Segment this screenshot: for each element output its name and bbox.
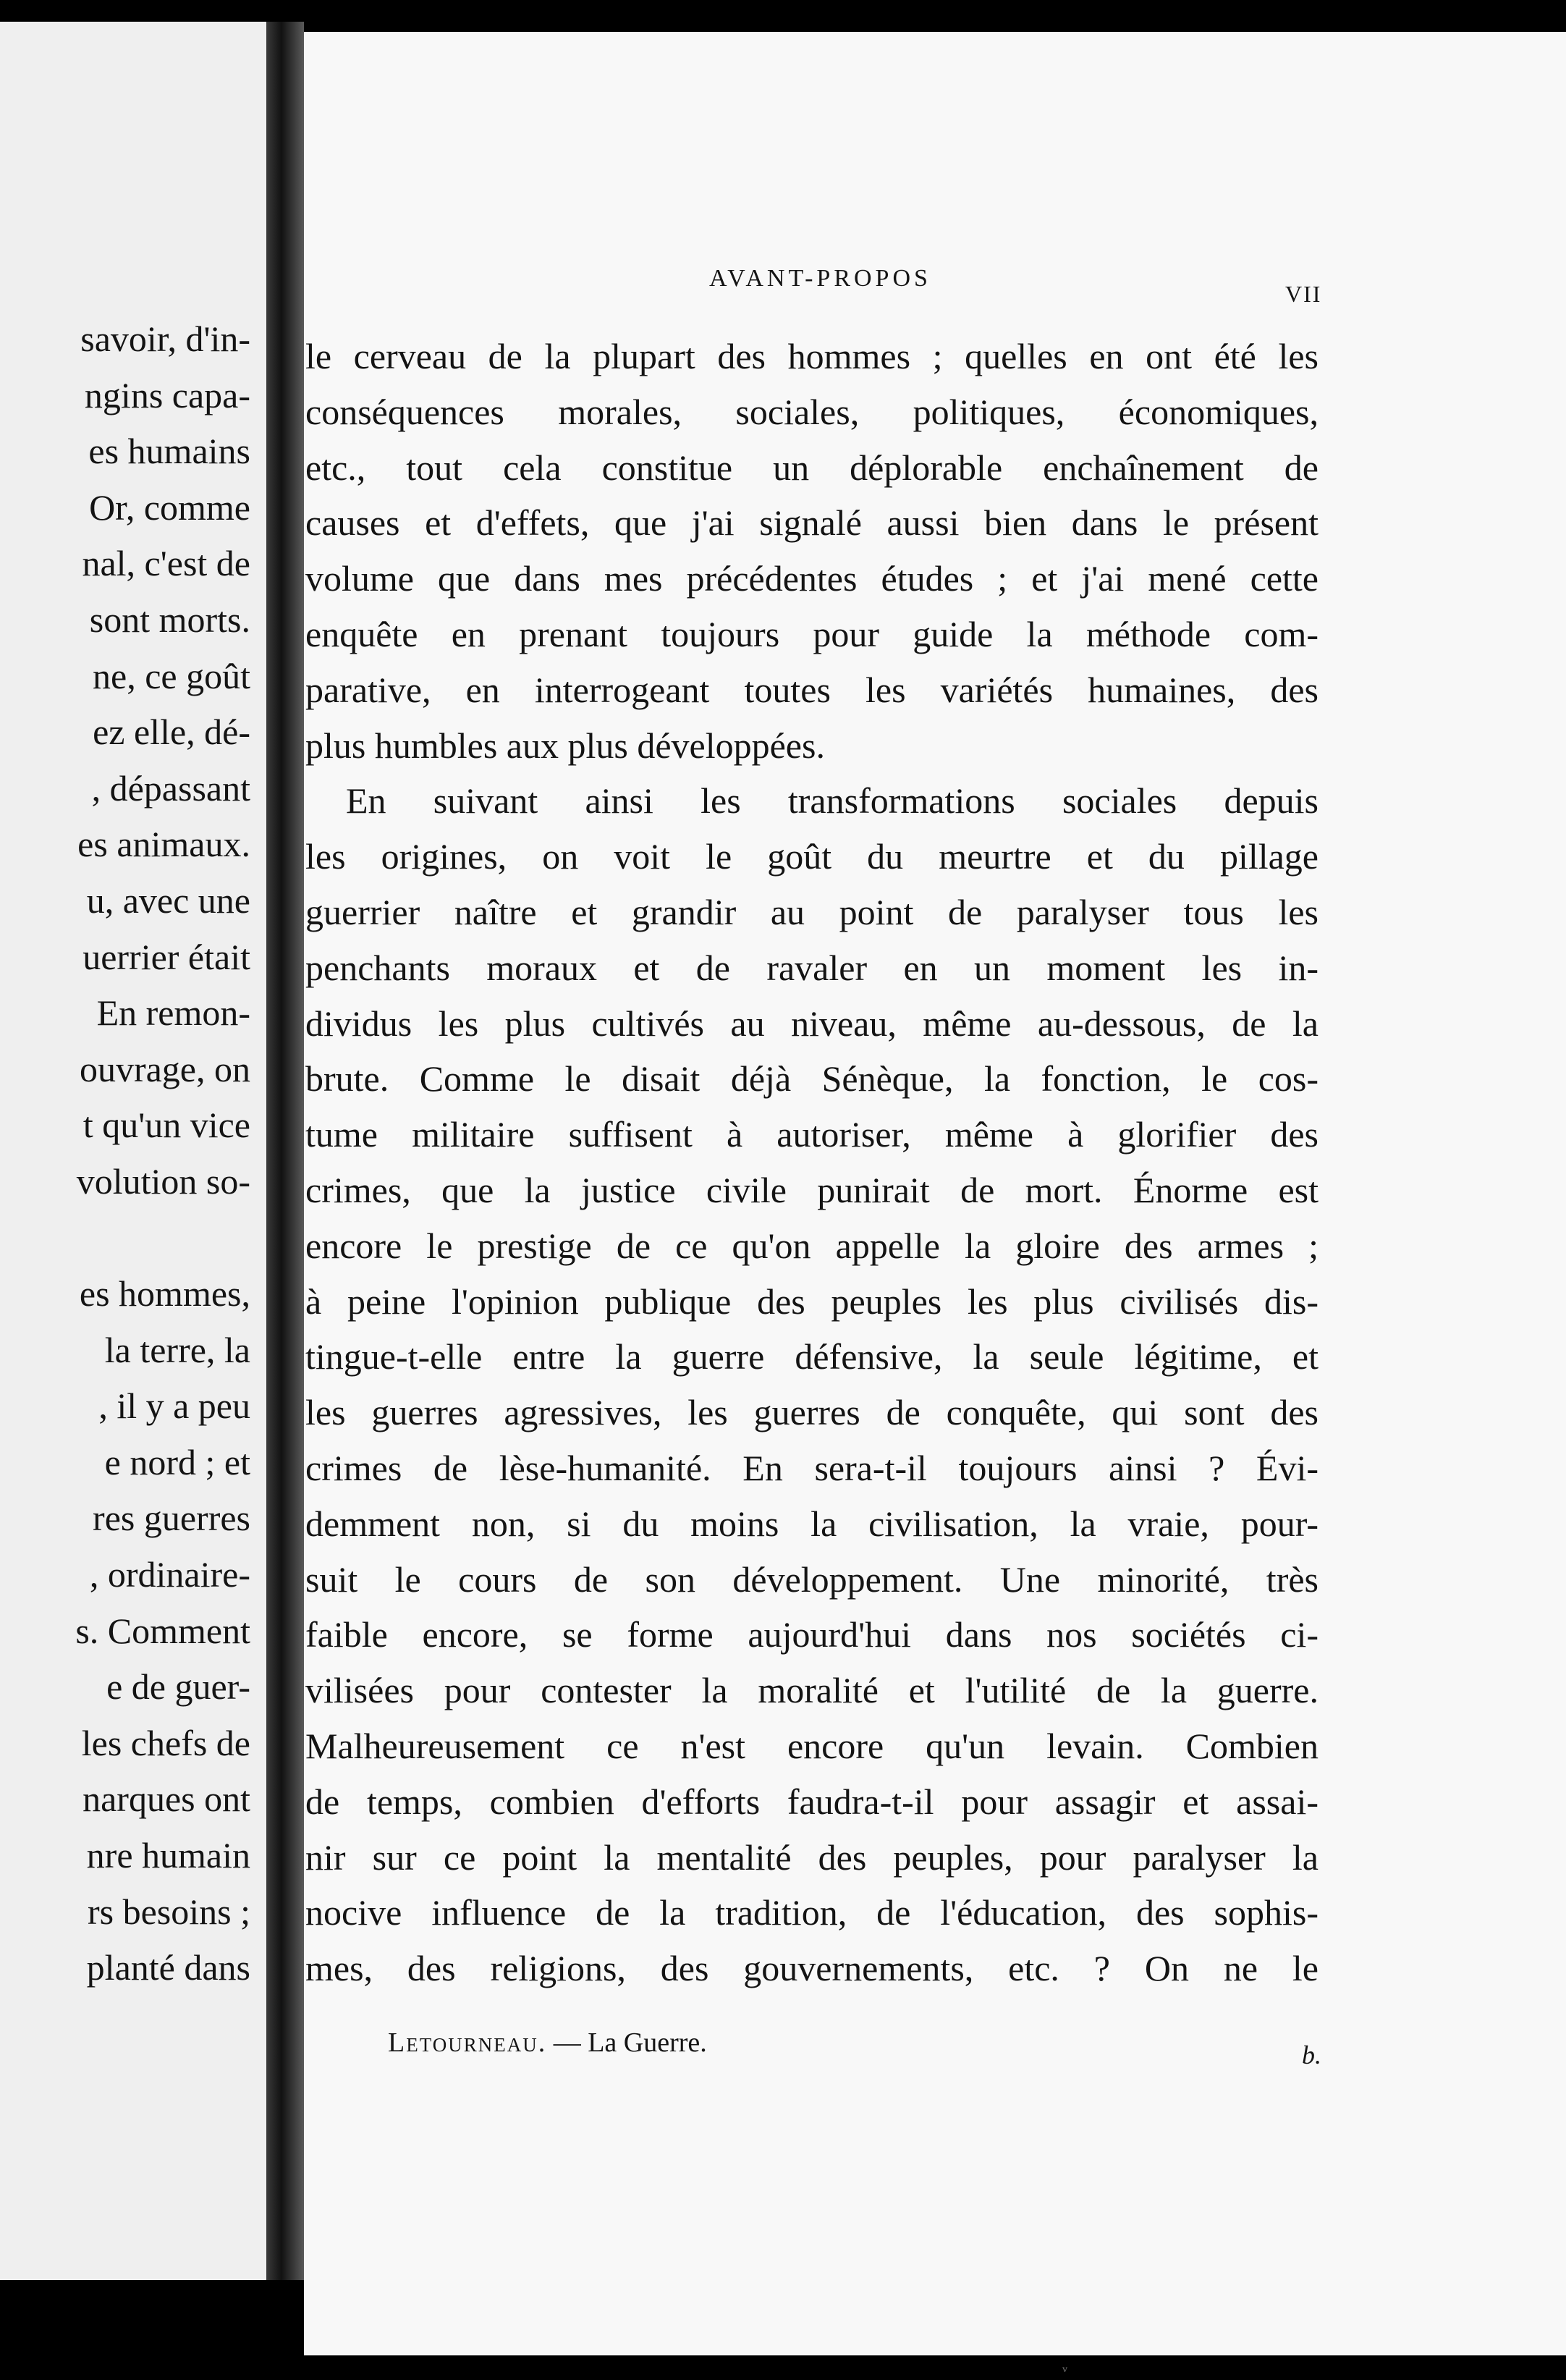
left-line: u, avec une: [86, 879, 250, 921]
left-line: es humains: [88, 431, 250, 472]
bottom-mark: v: [1062, 2364, 1067, 2375]
left-line: savoir, d'in-: [80, 318, 250, 359]
text-line: plus humbles aux plus développées.: [305, 725, 825, 766]
text-line: causes et d'effets, que j'ai signalé aussi bien dans le présent: [305, 502, 1319, 544]
text-line: En suivant ainsi les transformations sociales depuis: [346, 780, 1319, 822]
text-line: enquête en prenant toujours pour guide la méthode com-: [305, 613, 1319, 654]
text-line: suit le cours de son développement. Une minorité, très: [305, 1558, 1319, 1600]
text-line: le cerveau de la plupart des hommes ; quelles en ont été les: [305, 336, 1319, 376]
signature-mark: b.: [1302, 2041, 1321, 2069]
left-line: e nord ; et: [104, 1441, 250, 1482]
text-line: Malheureusement ce n'est encore qu'un levain. Combien: [305, 1725, 1319, 1766]
text-line: encore le prestige de ce qu'on appelle la gloire des armes ;: [305, 1225, 1319, 1266]
left-line: ouvrage, on: [79, 1048, 250, 1089]
text-line: volume que dans mes précédentes études ; et j'ai mené cette: [305, 558, 1319, 599]
left-line: es animaux.: [77, 824, 250, 865]
left-line: ngins capa-: [84, 374, 250, 415]
text-line: parative, en interrogeant toutes les variétés humaines, des: [305, 669, 1319, 710]
text-line: brute. Comme le disait déjà Sénèque, la fonction, le cos-: [305, 1058, 1319, 1100]
book-gutter: [266, 22, 304, 2280]
text-line: les origines, on voit le goût du meurtre et du pillage: [305, 836, 1319, 877]
text-line: nocive influence de la tradition, de l'éducation, des sophis-: [305, 1892, 1319, 1933]
left-line: la terre, la: [104, 1329, 250, 1370]
running-head: AVANT-PROPOS: [709, 265, 931, 292]
left-line: t qu'un vice: [82, 1105, 250, 1146]
text-line: guerrier naître et grandir au point de paralyser tous les: [305, 891, 1319, 932]
text-line: demment non, si du moins la civilisation, la vraie, pour-: [305, 1503, 1319, 1544]
left-line: rs besoins ;: [88, 1891, 250, 1932]
footer-separator: —: [553, 2027, 581, 2058]
page-footer: [388, 2027, 1321, 2069]
left-page-text: [75, 311, 250, 1996]
left-line: nre humain: [86, 1835, 250, 1876]
left-line: , dépassant: [91, 767, 250, 809]
footer-author: Letourneau.: [388, 2027, 547, 2058]
left-line: es hommes,: [79, 1273, 250, 1315]
left-line: , il y a peu: [98, 1385, 250, 1427]
text-line: nir sur ce point la mentalité des peuples, pour paralyser la: [305, 1836, 1319, 1878]
left-page: [0, 22, 266, 2280]
left-line: , ordinaire-: [89, 1554, 250, 1595]
left-line: Or, comme: [89, 486, 250, 528]
text-line: crimes, que la justice civile punirait de mort. Énorme est: [305, 1169, 1319, 1210]
text-line: de temps, combien d'efforts faudra-t-il pour assagir et assai-: [305, 1781, 1319, 1822]
left-line: nal, c'est de: [82, 543, 250, 584]
left-line: volution so-: [76, 1160, 250, 1202]
left-line: res guerres: [93, 1498, 250, 1539]
left-line: ne, ce goût: [93, 655, 250, 696]
text-line: penchants moraux et de ravaler en un moment les in-: [305, 947, 1319, 988]
text-line: mes, des religions, des gouvernements, etc. ? On ne le: [305, 1948, 1319, 1989]
right-page: [304, 32, 1566, 2355]
left-line: e de guer-: [106, 1666, 250, 1708]
left-line: ez elle, dé-: [93, 712, 250, 753]
text-line: vilisées pour contester la moralité et l'utilité de la guerre.: [305, 1670, 1319, 1711]
left-line: les chefs de: [81, 1722, 250, 1763]
left-line: [75, 1210, 250, 1267]
text-line: tume militaire suffisent à autoriser, même à glorifier des: [305, 1114, 1319, 1155]
page-number: VII: [1285, 281, 1322, 307]
text-line: les guerres agressives, les guerres de conquête, qui sont des: [305, 1392, 1319, 1433]
left-line: narques ont: [82, 1778, 250, 1820]
text-line: faible encore, se forme aujourd'hui dans nos sociétés ci-: [305, 1614, 1319, 1655]
text-line: dividus les plus cultivés au niveau, même au-dessous, de la: [305, 1003, 1319, 1044]
left-line: planté dans: [86, 1947, 250, 1988]
left-line: s. Comment: [75, 1610, 250, 1651]
left-line: En remon-: [96, 992, 250, 1034]
footer-title: La Guerre.: [588, 2027, 707, 2058]
text-line: conséquences morales, sociales, politiques, économiques,: [305, 391, 1319, 432]
left-line: uerrier était: [82, 936, 250, 977]
text-line: à peine l'opinion publique des peuples les plus civilisés dis-: [305, 1280, 1319, 1322]
left-line: sont morts.: [89, 599, 250, 640]
text-line: tingue-t-elle entre la guerre défensive, la seule légitime, et: [305, 1336, 1319, 1377]
text-line: crimes de lèse-humanité. En sera-t-il toujours ainsi ? Évi-: [305, 1447, 1319, 1488]
body-text: [305, 329, 1319, 1996]
text-line: etc., tout cela constitue un déplorable enchaînement de: [305, 447, 1319, 488]
